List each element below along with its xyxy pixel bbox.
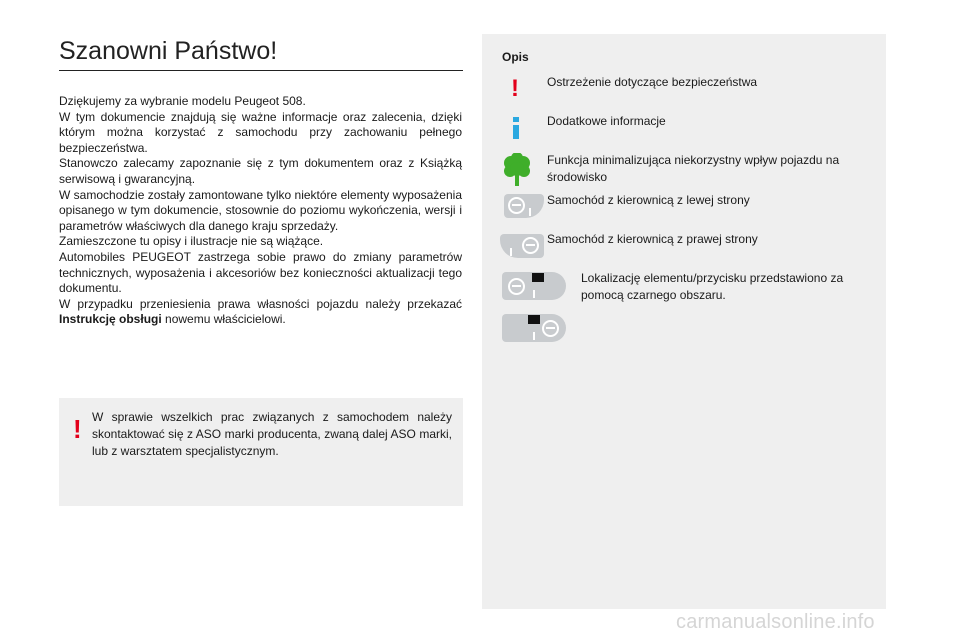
legend-item-label: Ostrzeżenie dotyczące bezpieczeństwa [547, 75, 758, 89]
intro-text-run: W przypadku przeniesienia prawa własności pojazdu należy przekazać [59, 296, 462, 311]
intro-paragraph: Automobiles PEUGEOT zastrzega sobie prawo do zmiany parametrów technicznych, wyposażenia i akcesoriów bez konieczności aktualizacji tego dokumentu. [59, 249, 462, 296]
intro-paragraph: W samochodzie zostały zamontowane tylko niektóre elementy wyposażenia opisanego w tym dokumencie, stosownie do poziomu wykończenia, wersji i parametrów właściwych dla danego kraju sprzedaży. [59, 187, 462, 233]
legend-heading: Opis [502, 50, 529, 64]
intro-paragraph: Zamieszczone tu opisy i ilustracje nie są wiążące. [59, 234, 324, 249]
intro-text [59, 94, 462, 328]
right-hand-drive-icon [500, 234, 544, 258]
legend-panel [482, 34, 886, 609]
intro-text-run: nowemu właścicielowi. [161, 312, 286, 327]
legend-item-label: Lokalizację elementu/przycisku przedstawiono za pomocą czarnego obszaru. [581, 271, 844, 302]
info-icon [513, 117, 519, 139]
warning-text: W sprawie wszelkich prac związanych z samochodem należy skontaktować się z ASO marki producenta, zwaną dalej ASO marki, lub z warsztatem specjalistycznym. [92, 410, 452, 458]
watermark-text: carmanualsonline.info [676, 611, 875, 633]
title-divider [59, 70, 463, 71]
legend-item-label: Dodatkowe informacje [547, 114, 666, 128]
tree-icon [503, 153, 531, 187]
legend-item-label: Samochód z kierownicą z prawej strony [547, 232, 758, 246]
intro-bold-run: Instrukcję obsługi [59, 312, 162, 327]
element-location-icon [502, 272, 566, 300]
exclamation-icon: ! [73, 414, 82, 444]
element-location-icon [502, 314, 566, 342]
left-hand-drive-icon [504, 194, 544, 218]
page-title: Szanowni Państwo! [59, 37, 278, 65]
warning-box [59, 398, 463, 506]
exclamation-icon: ! [511, 75, 519, 102]
intro-paragraph [59, 297, 462, 328]
intro-paragraph: Stanowczo zalecamy zapoznanie się z tym dokumentem oraz z Książką serwisową i gwarancyjną. [59, 156, 462, 186]
intro-paragraph: Dziękujemy za wybranie modelu Peugeot 508. [59, 94, 306, 108]
intro-paragraph: W tym dokumencie znajdują się ważne informacje oraz zalecenia, dzięki którym można korzystać z samochodu przy zachowaniu pełnego bezpieczeństwa. [59, 109, 462, 155]
legend-item-label: Funkcja minimalizująca niekorzystny wpływ pojazdu na środowisko [547, 153, 840, 184]
legend-item-label: Samochód z kierownicą z lewej strony [547, 193, 750, 207]
